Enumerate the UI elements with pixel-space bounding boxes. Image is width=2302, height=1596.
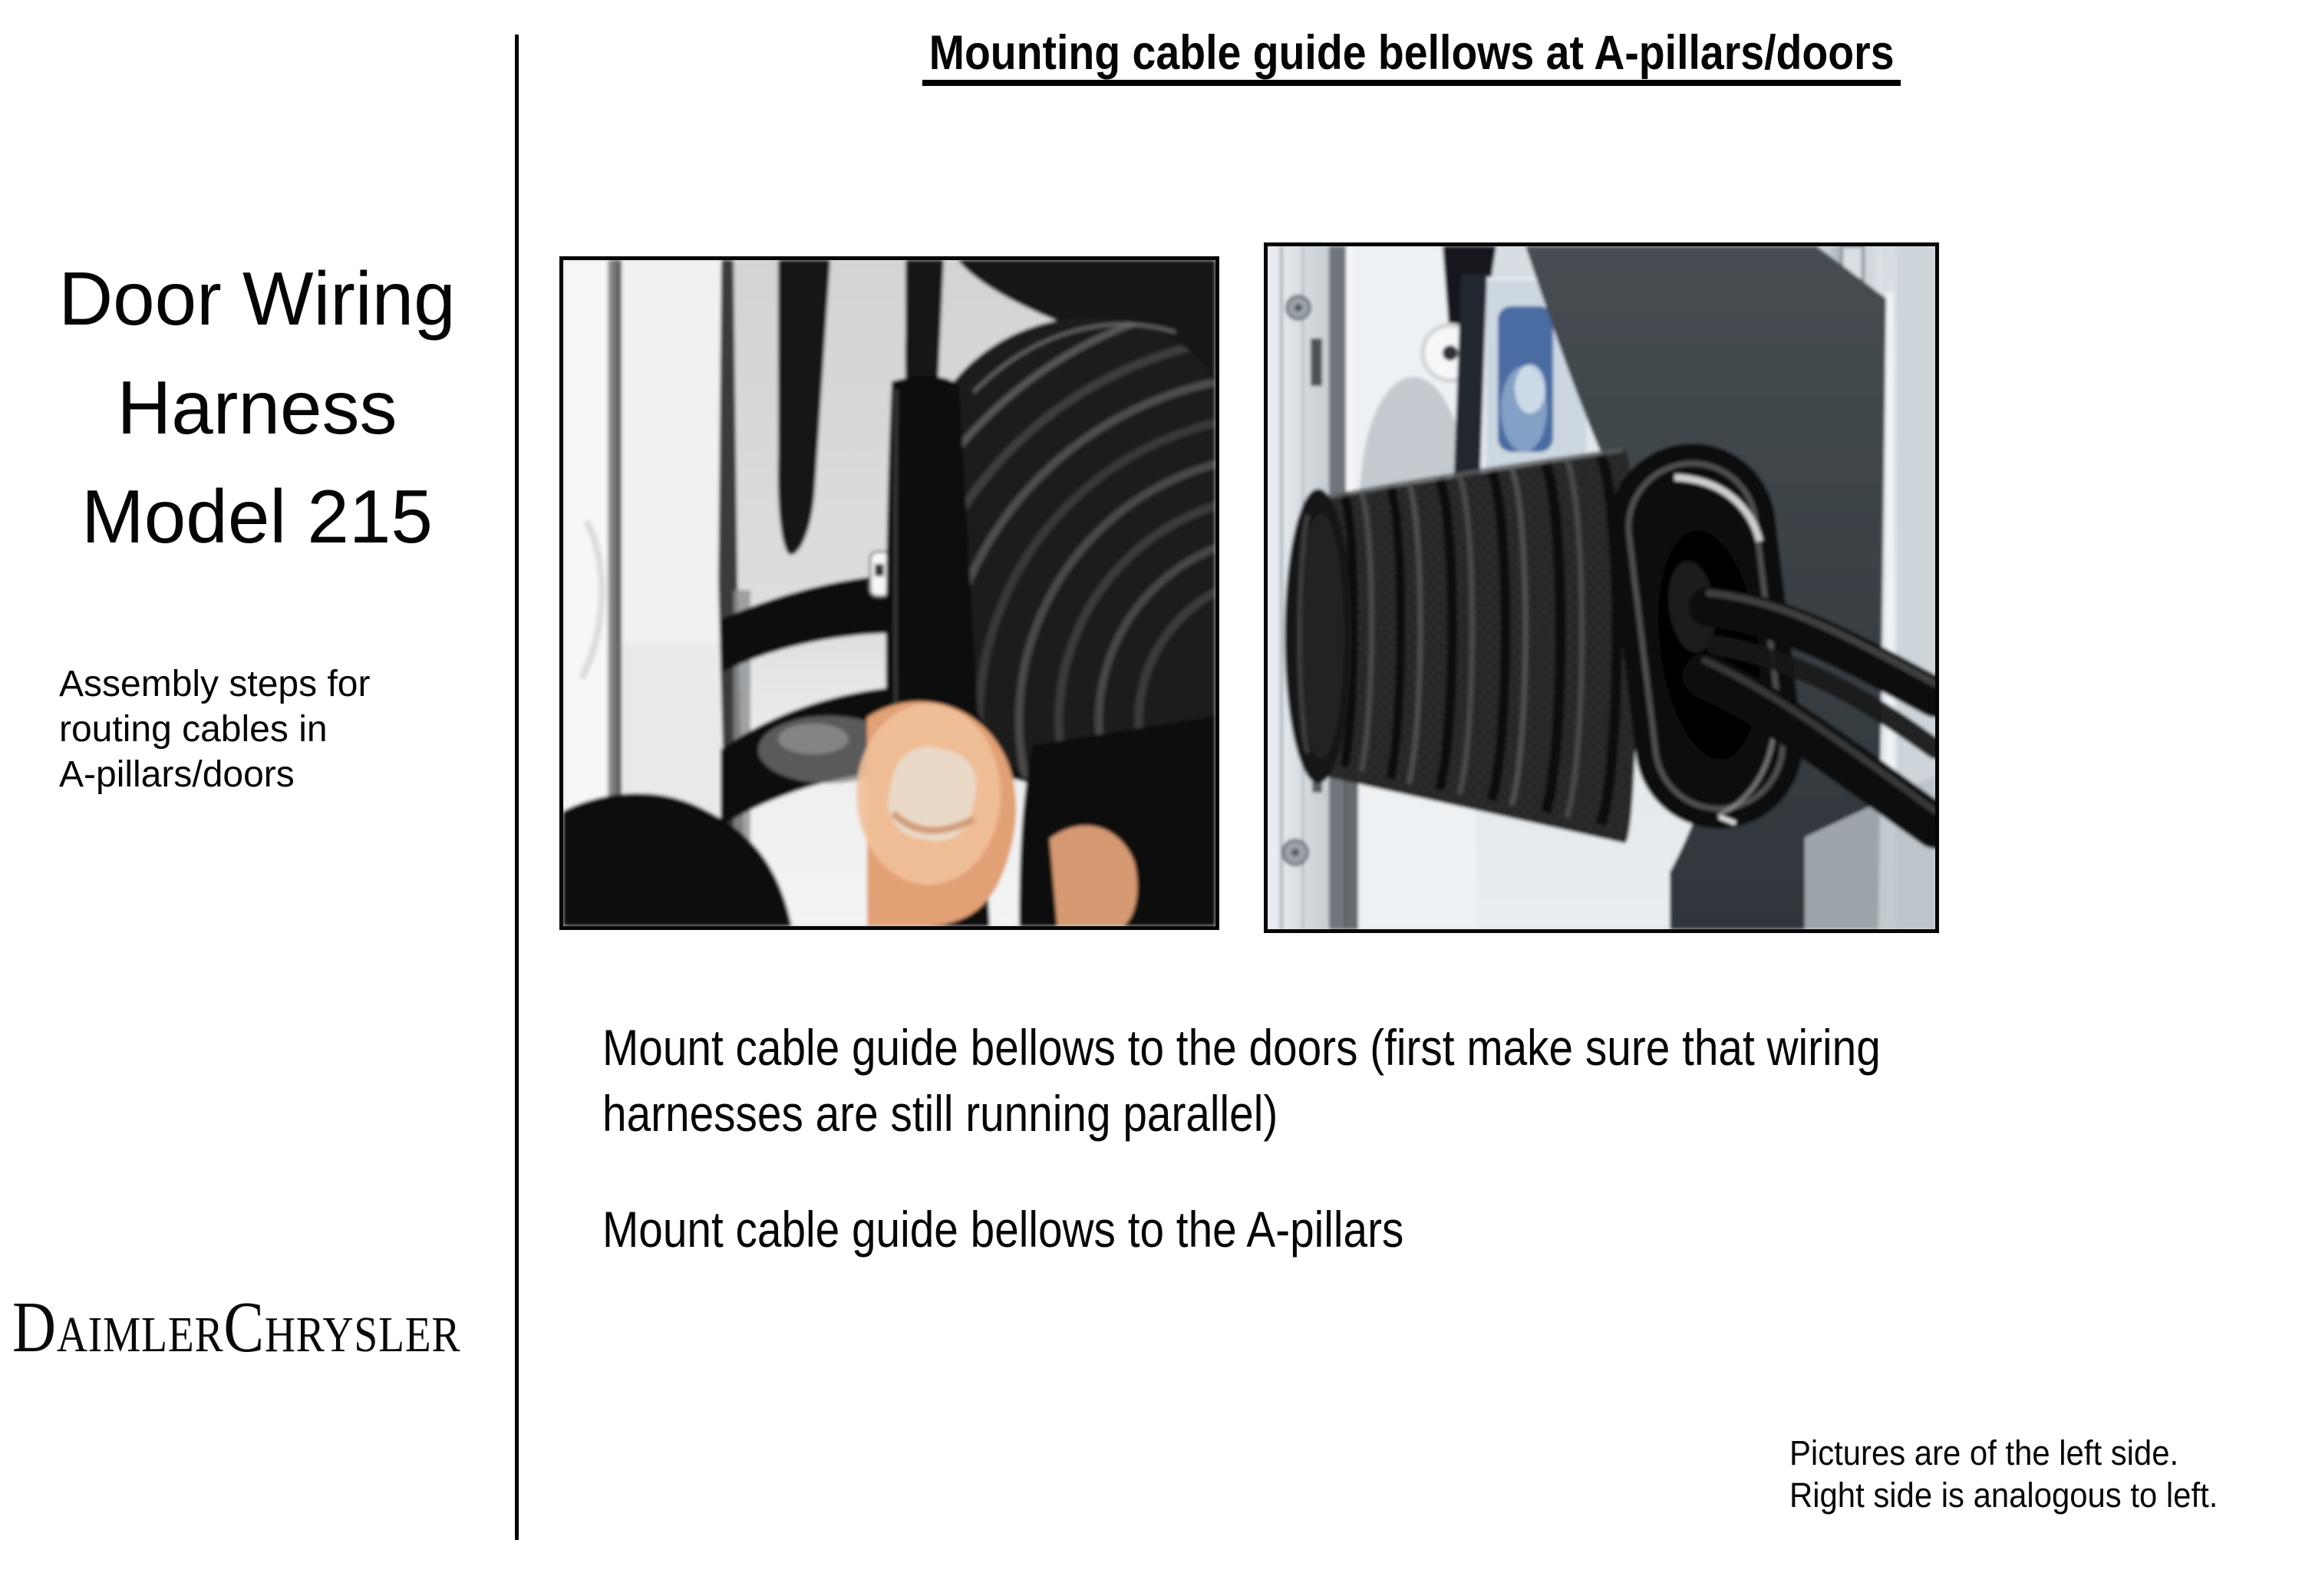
photo-bellows-at-a-pillar-image — [1268, 246, 1935, 929]
sidebar-title — [27, 244, 487, 571]
photo-bellows-at-door — [559, 256, 1219, 930]
sidebar-subtitle-line: A-pillars/doors — [59, 754, 295, 795]
side-note — [1789, 1432, 2250, 1516]
sidebar-title-line: Harness — [117, 365, 397, 450]
daimlerchrysler-logo: DaimlerChrysler — [12, 1288, 461, 1367]
side-note-line: Right side is analogous to left. — [1789, 1476, 2218, 1515]
photo-bellows-at-a-pillar — [1264, 242, 1939, 933]
main-title-wrap — [522, 26, 2302, 86]
side-note-line: Pictures are of the left side. — [1789, 1433, 2179, 1472]
door-scene — [563, 260, 1215, 926]
instruction-line: Mount cable guide bellows to the A-pillars — [602, 1201, 1404, 1258]
sidebar-title-line: Model 215 — [81, 474, 433, 559]
vertical-divider — [515, 35, 519, 1540]
sidebar-title-line: Door Wiring — [58, 256, 456, 341]
a-pillar-scene — [1268, 246, 1935, 929]
photo-bellows-at-door-image — [563, 260, 1215, 926]
instruction-line: Mount cable guide bellows to the doors (first make sure that wiring — [602, 1019, 1881, 1076]
page-title: Mounting cable guide bellows at A-pillars/doors — [922, 26, 1901, 86]
instruction-paragraph-a-pillars — [602, 1196, 1534, 1262]
sidebar-subtitle-line: routing cables in — [59, 709, 328, 750]
sidebar-subtitle-line: Assembly steps for — [59, 664, 371, 704]
instruction-line: harnesses are still running parallel) — [602, 1085, 1278, 1142]
sidebar-subtitle — [59, 661, 370, 797]
instruction-paragraph-doors — [602, 1014, 2089, 1146]
